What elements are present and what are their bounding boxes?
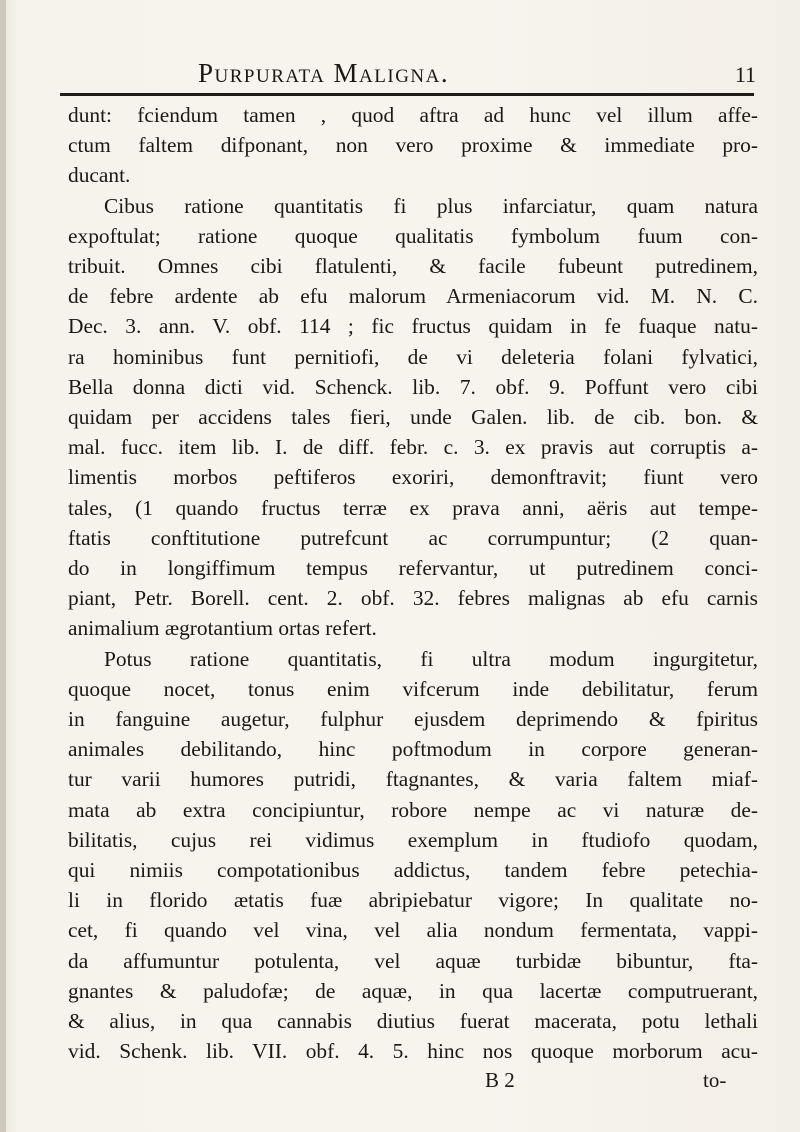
text-line: tribuit. Omnes cibi flatulenti, & facile fubeunt putredinem, bbox=[68, 254, 758, 279]
text-line: limentis morbos peftiferos exoriri, demonftravit; fiunt vero bbox=[68, 465, 758, 490]
text-line: li in florido ætatis fuæ abripiebatur vigore; In qualitate no- bbox=[68, 888, 758, 913]
text-line: de febre ardente ab efu malorum Armeniacorum vid. M. N. C. bbox=[68, 284, 758, 309]
text-line: cet, fi quando vel vina, vel alia nondum fermentata, vappi- bbox=[68, 918, 758, 943]
running-title: Purpurata Maligna. bbox=[198, 58, 450, 88]
text-line: ra hominibus funt pernitiofi, de vi deleteria folani fylvatici, bbox=[68, 344, 758, 369]
page-header bbox=[60, 58, 756, 92]
text-line: in fanguine augetur, fulphur ejusdem deprimendo & fpiritus bbox=[68, 707, 758, 732]
text-line: Cibus ratione quantitatis fi plus infarciatur, quam natura bbox=[104, 193, 758, 218]
text-line: qui nimiis compotationibus addictus, tandem febre petechia- bbox=[68, 858, 758, 883]
text-line: tur varii humores putridi, ftagnantes, & varia faltem miaf- bbox=[68, 767, 758, 792]
header-rule bbox=[60, 93, 754, 96]
text-line: & alius, in qua cannabis diutius fuerat macerata, potu lethali bbox=[68, 1009, 758, 1034]
text-line: ctum faltem difponant, non vero proxime & immediate pro- bbox=[68, 133, 758, 158]
text-line: dunt: fciendum tamen , quod aftra ad hunc vel illum affe- bbox=[68, 103, 758, 127]
text-line: mata ab extra concipiuntur, robore nempe ac vi naturæ de- bbox=[68, 797, 758, 822]
text-line: ducant. bbox=[68, 163, 131, 188]
page-number: 11 bbox=[734, 62, 756, 87]
text-line: vid. Schenk. lib. VII. obf. 4. 5. hinc nos quoque morborum acu- bbox=[68, 1039, 758, 1064]
body-text bbox=[68, 100, 758, 1067]
text-line: da affumuntur potulenta, vel aquæ turbidæ bibuntur, fta- bbox=[68, 948, 758, 973]
text-line: quidam per accidens tales fieri, unde Galen. lib. de cib. bon. & bbox=[68, 405, 758, 430]
text-line: expoftulat; ratione quoque qualitatis fymbolum fuum con- bbox=[68, 223, 758, 248]
signature-mark: B 2 bbox=[485, 1068, 515, 1092]
text-line: piant, Petr. Borell. cent. 2. obf. 32. febres malignas ab efu carnis bbox=[68, 586, 758, 611]
text-line: Bella donna dicti vid. Schenck. lib. 7. obf. 9. Poffunt vero cibi bbox=[68, 374, 758, 399]
page-footer bbox=[0, 1068, 800, 1100]
text-line: tales, (1 quando fructus terræ ex prava anni, aëris aut tempe- bbox=[68, 495, 758, 520]
text-line: gnantes & paludofæ; de aquæ, in qua lacertæ computruerant, bbox=[68, 978, 758, 1003]
text-line: quoque nocet, tonus enim vifcerum inde debilitatur, ferum bbox=[68, 676, 758, 701]
catchword: to- bbox=[703, 1068, 727, 1092]
text-line: Potus ratione quantitatis, fi ultra modum ingurgitetur, bbox=[104, 646, 758, 671]
text-line: animalium ægrotantium ortas refert. bbox=[68, 616, 377, 641]
text-line: Dec. 3. ann. V. obf. 114 ; fic fructus quidam in fe fuaque natu- bbox=[68, 314, 758, 339]
text-line: do in longiffimum tempus refervantur, ut putredinem conci- bbox=[68, 556, 758, 581]
text-line: ftatis conftitutione putrefcunt ac corrumpuntur; (2 quan- bbox=[68, 525, 758, 550]
page-edge bbox=[0, 0, 6, 1132]
text-line: bilitatis, cujus rei vidimus exemplum in ftudiofo quodam, bbox=[68, 827, 758, 852]
text-line: animales debilitando, hinc poftmodum in corpore generan- bbox=[68, 737, 758, 762]
text-line: mal. fucc. item lib. I. de diff. febr. c. 3. ex pravis aut corruptis a- bbox=[68, 435, 758, 460]
